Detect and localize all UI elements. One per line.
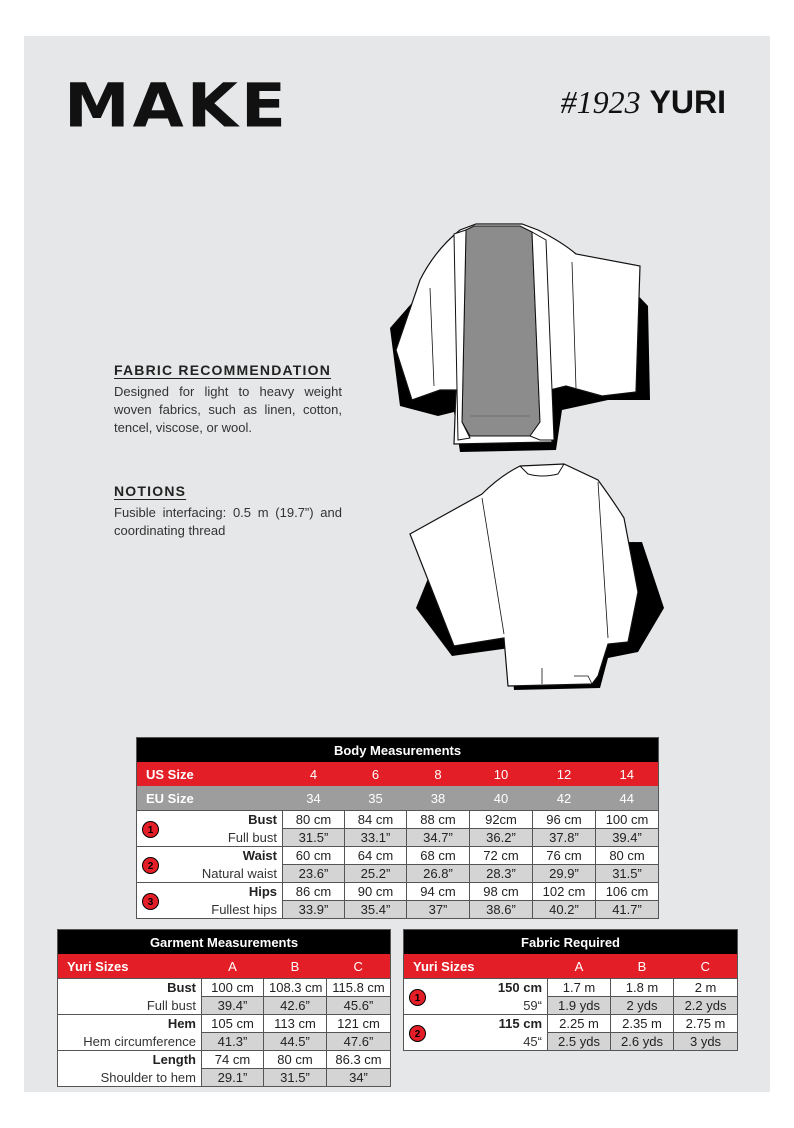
value-inch: 31.5”	[596, 865, 659, 883]
table-row	[58, 979, 391, 997]
back-view-sketch	[402, 458, 672, 698]
value-metric: 2.25 m	[548, 1015, 611, 1033]
value-inch: 39.4”	[202, 997, 264, 1015]
value-yards: 1.9 yds	[548, 997, 611, 1015]
value-cm: 92cm	[470, 811, 533, 829]
value-cm: 80 cm	[264, 1051, 327, 1069]
us-size-row	[137, 762, 659, 786]
badge-cell	[137, 883, 163, 919]
value-metric: 1.7 m	[548, 979, 611, 997]
value-inch: 38.6”	[470, 901, 533, 919]
value-inch: 47.6”	[327, 1033, 391, 1051]
value-metric: 2 m	[674, 979, 738, 997]
value-metric: 2.35 m	[611, 1015, 674, 1033]
size-letter: A	[548, 954, 611, 979]
row-sublabel: Shoulder to hem	[58, 1069, 202, 1087]
value-inch: 35.4”	[345, 901, 407, 919]
badge-cell	[404, 1015, 430, 1051]
yuri-sizes-label: Yuri Sizes	[404, 954, 548, 979]
badge-cell	[404, 979, 430, 1015]
brand-logo: MAKE	[64, 70, 289, 142]
value-cm: 100 cm	[202, 979, 264, 997]
value-cm: 64 cm	[345, 847, 407, 865]
value-cm: 88 cm	[407, 811, 470, 829]
row-label: Bust	[58, 979, 202, 997]
value-cm: 60 cm	[283, 847, 345, 865]
measurement-number-badge: 3	[142, 893, 159, 910]
row-sublabel: Natural waist	[163, 865, 283, 883]
table-row	[137, 883, 659, 901]
measurement-number-badge: 2	[142, 857, 159, 874]
eu-size-row	[137, 786, 659, 811]
row-sublabel: Full bust	[58, 997, 202, 1015]
value-inch: 31.5”	[283, 829, 345, 847]
garment-measurements-table	[57, 929, 391, 1087]
value-yards: 2.2 yds	[674, 997, 738, 1015]
value-inch: 25.2”	[345, 865, 407, 883]
pattern-title	[561, 84, 726, 121]
badge-cell	[137, 811, 163, 847]
yuri-sizes-row	[404, 954, 738, 979]
us-size-label: US Size	[137, 762, 283, 786]
value-inch: 37.8”	[533, 829, 596, 847]
table-row	[137, 901, 659, 919]
size-letter: B	[264, 954, 327, 979]
value-cm: 76 cm	[533, 847, 596, 865]
row-label: Waist	[163, 847, 283, 865]
table-row	[58, 997, 391, 1015]
row-label: 150 cm	[430, 979, 548, 997]
value-cm: 68 cm	[407, 847, 470, 865]
eu-size: 35	[345, 786, 407, 811]
table-row	[58, 1033, 391, 1051]
value-cm: 90 cm	[345, 883, 407, 901]
value-inch: 44.5”	[264, 1033, 327, 1051]
value-inch: 45.6”	[327, 997, 391, 1015]
value-inch: 34”	[327, 1069, 391, 1087]
notions-heading: NOTIONS	[114, 483, 187, 499]
eu-size: 34	[283, 786, 345, 811]
row-label: Hips	[163, 883, 283, 901]
value-inch: 31.5”	[264, 1069, 327, 1087]
value-cm: 74 cm	[202, 1051, 264, 1069]
body-measurements-table	[136, 737, 659, 919]
value-inch: 36.2”	[470, 829, 533, 847]
size-letter: C	[327, 954, 391, 979]
fabric-required-table	[403, 929, 738, 1051]
value-cm: 102 cm	[533, 883, 596, 901]
row-label: 115 cm	[430, 1015, 548, 1033]
measurement-number-badge: 1	[142, 821, 159, 838]
value-yards: 3 yds	[674, 1033, 738, 1051]
table-row	[404, 997, 738, 1015]
table-row	[404, 1033, 738, 1051]
row-sublabel: 59“	[430, 997, 548, 1015]
front-view-sketch	[390, 210, 665, 462]
value-inch: 39.4”	[596, 829, 659, 847]
row-label: Bust	[163, 811, 283, 829]
us-size: 4	[283, 762, 345, 786]
fabric-recommendation-text: Designed for light to heavy weight woven fabrics, such as linen, cotton, tencel, viscose, or wool.	[114, 384, 342, 435]
value-cm: 113 cm	[264, 1015, 327, 1033]
value-inch: 28.3”	[470, 865, 533, 883]
value-inch: 41.7”	[596, 901, 659, 919]
value-inch: 26.8”	[407, 865, 470, 883]
value-cm: 98 cm	[470, 883, 533, 901]
table-row	[58, 1069, 391, 1087]
value-cm: 100 cm	[596, 811, 659, 829]
us-size: 10	[470, 762, 533, 786]
table-row	[137, 865, 659, 883]
value-inch: 41.3”	[202, 1033, 264, 1051]
body-measurements-title: Body Measurements	[137, 738, 659, 763]
table-row	[404, 1015, 738, 1033]
value-cm: 105 cm	[202, 1015, 264, 1033]
us-size: 14	[596, 762, 659, 786]
us-size: 12	[533, 762, 596, 786]
eu-size: 42	[533, 786, 596, 811]
table-row	[58, 1015, 391, 1033]
table-row	[137, 811, 659, 829]
value-cm: 106 cm	[596, 883, 659, 901]
value-inch: 29.1”	[202, 1069, 264, 1087]
value-inch: 33.1”	[345, 829, 407, 847]
row-sublabel: Hem circumference	[58, 1033, 202, 1051]
fabric-width-badge: 1	[409, 989, 426, 1006]
value-cm: 94 cm	[407, 883, 470, 901]
table-row	[58, 1051, 391, 1069]
us-size: 6	[345, 762, 407, 786]
eu-size-label: EU Size	[137, 786, 283, 811]
yuri-sizes-row	[58, 954, 391, 979]
garment-measurements-title: Garment Measurements	[58, 930, 391, 955]
badge-cell	[137, 847, 163, 883]
row-label: Hem	[58, 1015, 202, 1033]
pattern-number: #1923	[560, 84, 641, 120]
value-cm: 72 cm	[470, 847, 533, 865]
row-sublabel: Full bust	[163, 829, 283, 847]
value-metric: 2.75 m	[674, 1015, 738, 1033]
us-size: 8	[407, 762, 470, 786]
value-cm: 115.8 cm	[327, 979, 391, 997]
value-yards: 2.6 yds	[611, 1033, 674, 1051]
value-cm: 96 cm	[533, 811, 596, 829]
value-inch: 37”	[407, 901, 470, 919]
notions-text: Fusible interfacing: 0.5 m (19.7”) and coordinating thread	[114, 505, 342, 538]
value-inch: 34.7”	[407, 829, 470, 847]
eu-size: 40	[470, 786, 533, 811]
size-letter: B	[611, 954, 674, 979]
value-cm: 80 cm	[596, 847, 659, 865]
value-inch: 40.2”	[533, 901, 596, 919]
value-inch: 42.6”	[264, 997, 327, 1015]
value-inch: 23.6”	[283, 865, 345, 883]
eu-size: 44	[596, 786, 659, 811]
fabric-width-badge: 2	[409, 1025, 426, 1042]
value-metric: 1.8 m	[611, 979, 674, 997]
table-row	[137, 829, 659, 847]
table-row	[404, 979, 738, 997]
row-label: Length	[58, 1051, 202, 1069]
table-row	[137, 847, 659, 865]
row-sublabel: 45“	[430, 1033, 548, 1051]
fabric-recommendation-heading: FABRIC RECOMMENDATION	[114, 362, 332, 378]
size-letter: A	[202, 954, 264, 979]
value-cm: 84 cm	[345, 811, 407, 829]
value-cm: 80 cm	[283, 811, 345, 829]
value-yards: 2 yds	[611, 997, 674, 1015]
value-cm: 86.3 cm	[327, 1051, 391, 1069]
row-sublabel: Fullest hips	[163, 901, 283, 919]
pattern-name: YURI	[649, 84, 726, 120]
value-cm: 86 cm	[283, 883, 345, 901]
value-cm: 121 cm	[327, 1015, 391, 1033]
value-inch: 29.9”	[533, 865, 596, 883]
eu-size: 38	[407, 786, 470, 811]
value-cm: 108.3 cm	[264, 979, 327, 997]
size-letter: C	[674, 954, 738, 979]
fabric-required-title: Fabric Required	[404, 930, 738, 955]
value-inch: 33.9”	[283, 901, 345, 919]
yuri-sizes-label: Yuri Sizes	[58, 954, 202, 979]
value-yards: 2.5 yds	[548, 1033, 611, 1051]
